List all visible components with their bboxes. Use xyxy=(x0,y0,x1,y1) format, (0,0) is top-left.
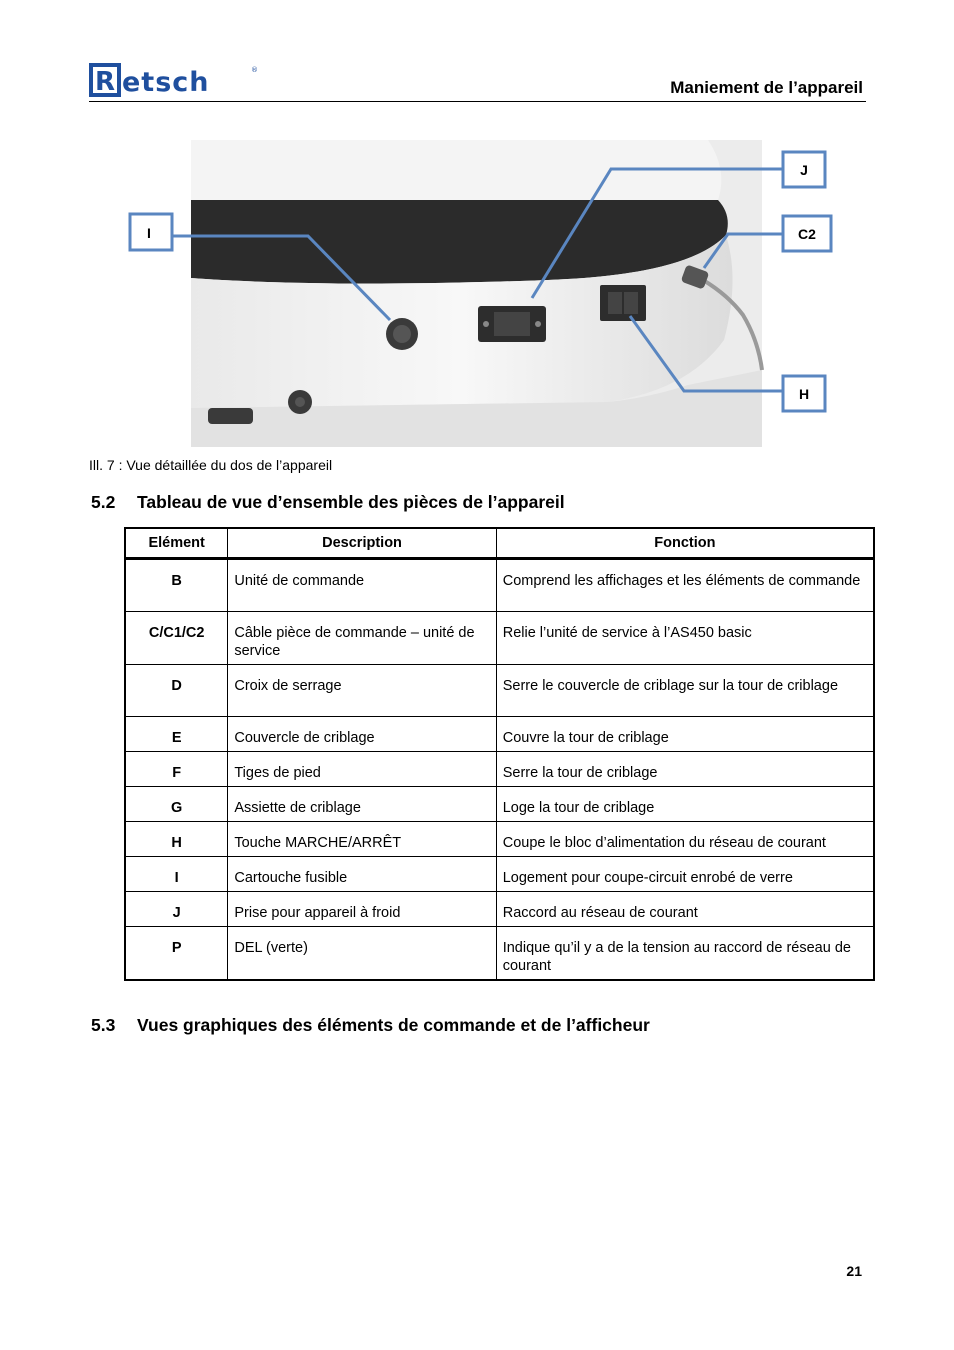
parts-overview-table xyxy=(124,527,875,981)
cell-description: Cartouche fusible xyxy=(228,857,496,892)
cell-description: Assiette de criblage xyxy=(228,787,496,822)
callout-label-j: J xyxy=(800,162,808,178)
cell-description: DEL (verte) xyxy=(228,927,496,981)
cell-function: Loge la tour de criblage xyxy=(496,787,874,822)
table-row xyxy=(125,927,874,981)
cell-description: Croix de serrage xyxy=(228,665,496,717)
column-header-function: Fonction xyxy=(496,528,874,559)
callout-label-i: I xyxy=(147,225,151,241)
cell-description: Câble pièce de commande – unité de service xyxy=(228,612,496,665)
page-number: 21 xyxy=(846,1263,862,1279)
table-row xyxy=(125,857,874,892)
column-header-description: Description xyxy=(228,528,496,559)
cell-element: B xyxy=(125,559,228,612)
svg-text:®: ® xyxy=(251,66,258,74)
cell-description: Prise pour appareil à froid xyxy=(228,892,496,927)
table-header-row xyxy=(125,528,874,559)
table-row xyxy=(125,752,874,787)
cell-element: E xyxy=(125,717,228,752)
section-number: 5.2 xyxy=(91,492,116,512)
cell-element: D xyxy=(125,665,228,717)
cell-function: Couvre la tour de criblage xyxy=(496,717,874,752)
svg-text:R: R xyxy=(95,67,116,97)
callout-label-h: H xyxy=(798,386,810,402)
cell-element: C/C1/C2 xyxy=(125,612,228,665)
cell-function: Comprend les affichages et les éléments de commande xyxy=(496,559,874,612)
table-row xyxy=(125,612,874,665)
section-title: Vues graphiques des éléments de commande et de l’afficheur xyxy=(137,1015,650,1035)
cell-element: J xyxy=(125,892,228,927)
table-row xyxy=(125,787,874,822)
column-header-element: Elément xyxy=(125,528,228,559)
cell-element: F xyxy=(125,752,228,787)
table-row xyxy=(125,559,874,612)
section-title: Tableau de vue d’ensemble des pièces de l’appareil xyxy=(137,492,565,512)
cell-description: Touche MARCHE/ARRÊT xyxy=(228,822,496,857)
cell-function: Logement pour coupe-circuit enrobé de verre xyxy=(496,857,874,892)
cell-function: Raccord au réseau de courant xyxy=(496,892,874,927)
cell-element: P xyxy=(125,927,228,981)
cell-function: Serre le couvercle de criblage sur la tour de criblage xyxy=(496,665,874,717)
table-row xyxy=(125,717,874,752)
callout-label-c2: C2 xyxy=(798,226,816,242)
cell-description: Tiges de pied xyxy=(228,752,496,787)
page-header-title: Maniement de l’appareil xyxy=(670,78,863,97)
cell-element: G xyxy=(125,787,228,822)
device-rear-illustration xyxy=(128,140,838,450)
cell-function: Coupe le bloc d’alimentation du réseau de courant xyxy=(496,822,874,857)
cell-function: Indique qu’il y a de la tension au raccord de réseau de courant xyxy=(496,927,874,981)
svg-text:etsch: etsch xyxy=(122,67,210,98)
cell-element: I xyxy=(125,857,228,892)
table-row xyxy=(125,822,874,857)
cell-element: H xyxy=(125,822,228,857)
section-heading-5-3 xyxy=(91,1015,650,1036)
cell-description: Couvercle de criblage xyxy=(228,717,496,752)
table-row xyxy=(125,665,874,717)
retsch-logo xyxy=(89,60,259,100)
cell-description: Unité de commande xyxy=(228,559,496,612)
header-rule xyxy=(89,101,866,102)
section-heading-5-2 xyxy=(91,492,565,513)
table-row xyxy=(125,892,874,927)
cell-function: Relie l’unité de service à l’AS450 basic xyxy=(496,612,874,665)
figure-caption: Ill. 7 : Vue détaillée du dos de l’appareil xyxy=(89,457,333,473)
cell-function: Serre la tour de criblage xyxy=(496,752,874,787)
section-number: 5.3 xyxy=(91,1015,116,1035)
